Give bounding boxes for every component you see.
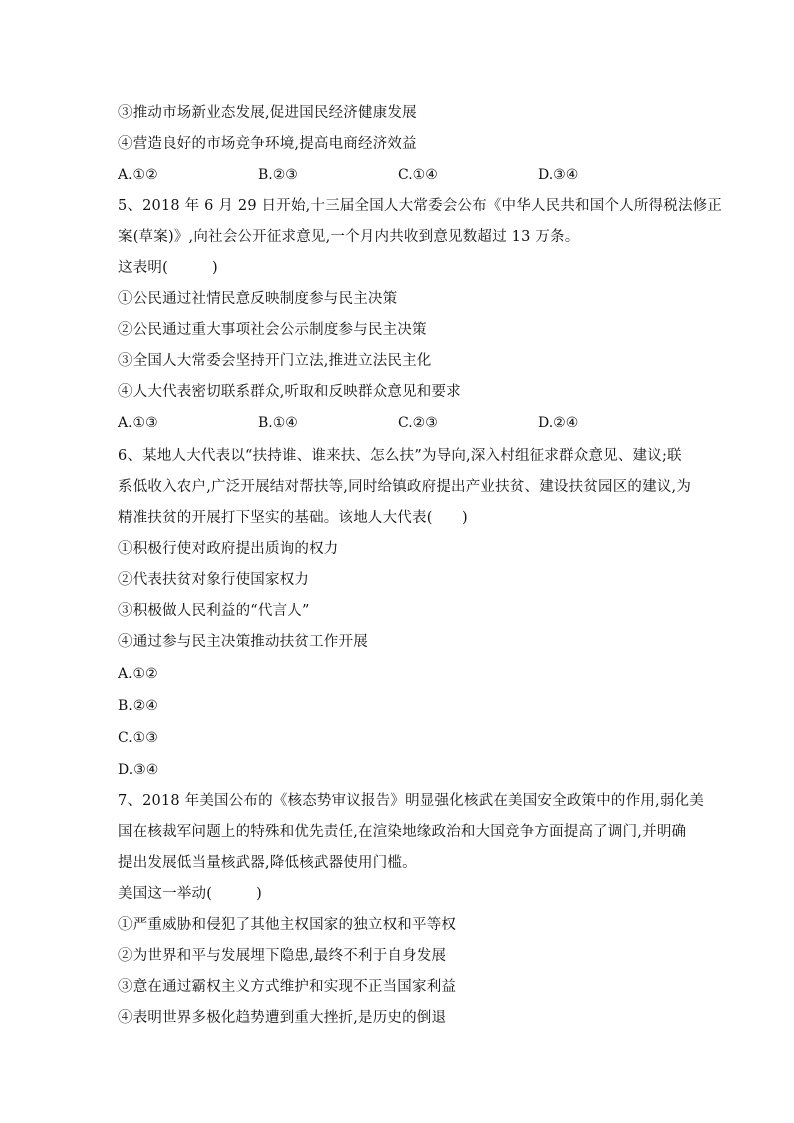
q5-option-d: D.②④	[538, 415, 579, 431]
q7-stem-line-3: 提出发展低当量核武器,降低核武器使用门槛。	[118, 855, 417, 871]
q5-option-a: A.①③	[118, 415, 158, 431]
q4-option-b: B.②③	[258, 167, 298, 183]
q7-stem-line-1: 7、2018 年美国公布的《核态势审议报告》明显强化核武在美国安全政策中的作用,弱化美	[118, 793, 704, 809]
q5-option-c: C.②③	[398, 415, 438, 431]
q6-option-a: A.①②	[118, 666, 158, 682]
q4-statement-3: ③推动市场新业态发展,促进国民经济健康发展	[118, 105, 417, 121]
q7-statement-1: ①严重威胁和侵犯了其他主权国家的独立权和平等权	[118, 917, 457, 933]
q6-statement-2: ②代表扶贫对象行使国家权力	[118, 572, 310, 588]
q6-statement-1: ①积极行使对政府提出质询的权力	[118, 541, 339, 557]
q4-option-c: C.①④	[398, 167, 438, 183]
q4-option-a: A.①②	[118, 167, 158, 183]
q5-option-b: B.①④	[258, 415, 298, 431]
q5-statement-3: ③全国人大常委会坚持开门立法,推进立法民主化	[118, 353, 432, 369]
q6-option-d: D.③④	[118, 762, 159, 778]
q5-statement-2: ②公民通过重大事项社会公示制度参与民主决策	[118, 322, 427, 338]
q7-prompt: 美国这一举动( )	[118, 886, 263, 902]
q6-option-c: C.①③	[118, 730, 158, 746]
q6-stem-line-1: 6、某地人大代表以“扶持谁、谁来扶、怎么扶”为导向,深入村组征求群众意见、建议;联	[118, 448, 682, 464]
q7-statement-2: ②为世界和平与发展埋下隐患,最终不利于自身发展	[118, 948, 447, 964]
q5-statement-4: ④人大代表密切联系群众,听取和反映群众意见和要求	[118, 384, 461, 400]
q5-prompt: 这表明( )	[118, 260, 218, 276]
q7-statement-3: ③意在通过霸权主义方式维护和实现不正当国家利益	[118, 979, 457, 995]
q5-stem-line-1: 5、2018 年 6 月 29 日开始,十三届全国人大常委会公布《中华人民共和国个人所得税法修正	[118, 198, 723, 214]
q6-statement-3: ③积极做人民利益的“代言人”	[118, 603, 310, 619]
q7-stem-line-2: 国在核裁军问题上的特殊和优先责任,在渲染地缘政治和大国竞争方面提高了调门,并明确	[118, 824, 687, 840]
q7-statement-4: ④表明世界多极化趋势遭到重大挫折,是历史的倒退	[118, 1010, 447, 1026]
q4-statement-4: ④营造良好的市场竞争环境,提高电商经济效益	[118, 136, 417, 152]
q4-option-d: D.③④	[538, 167, 579, 183]
q5-stem-line-2: 案(草案)》,向社会公开征求意见,一个月内共收到意见数超过 13 万条。	[118, 229, 580, 245]
q6-statement-4: ④通过参与民主决策推动扶贫工作开展	[118, 634, 368, 650]
q5-statement-1: ①公民通过社情民意反映制度参与民主决策	[118, 291, 398, 307]
q6-stem-line-2: 系低收入农户,广泛开展结对帮扶等,同时给镇政府提出产业扶贫、建设扶贫园区的建议,为	[118, 479, 692, 495]
q6-option-b: B.②④	[118, 698, 158, 714]
q6-stem-line-3: 精准扶贫的开展打下坚实的基础。该地人大代表( )	[118, 510, 468, 526]
